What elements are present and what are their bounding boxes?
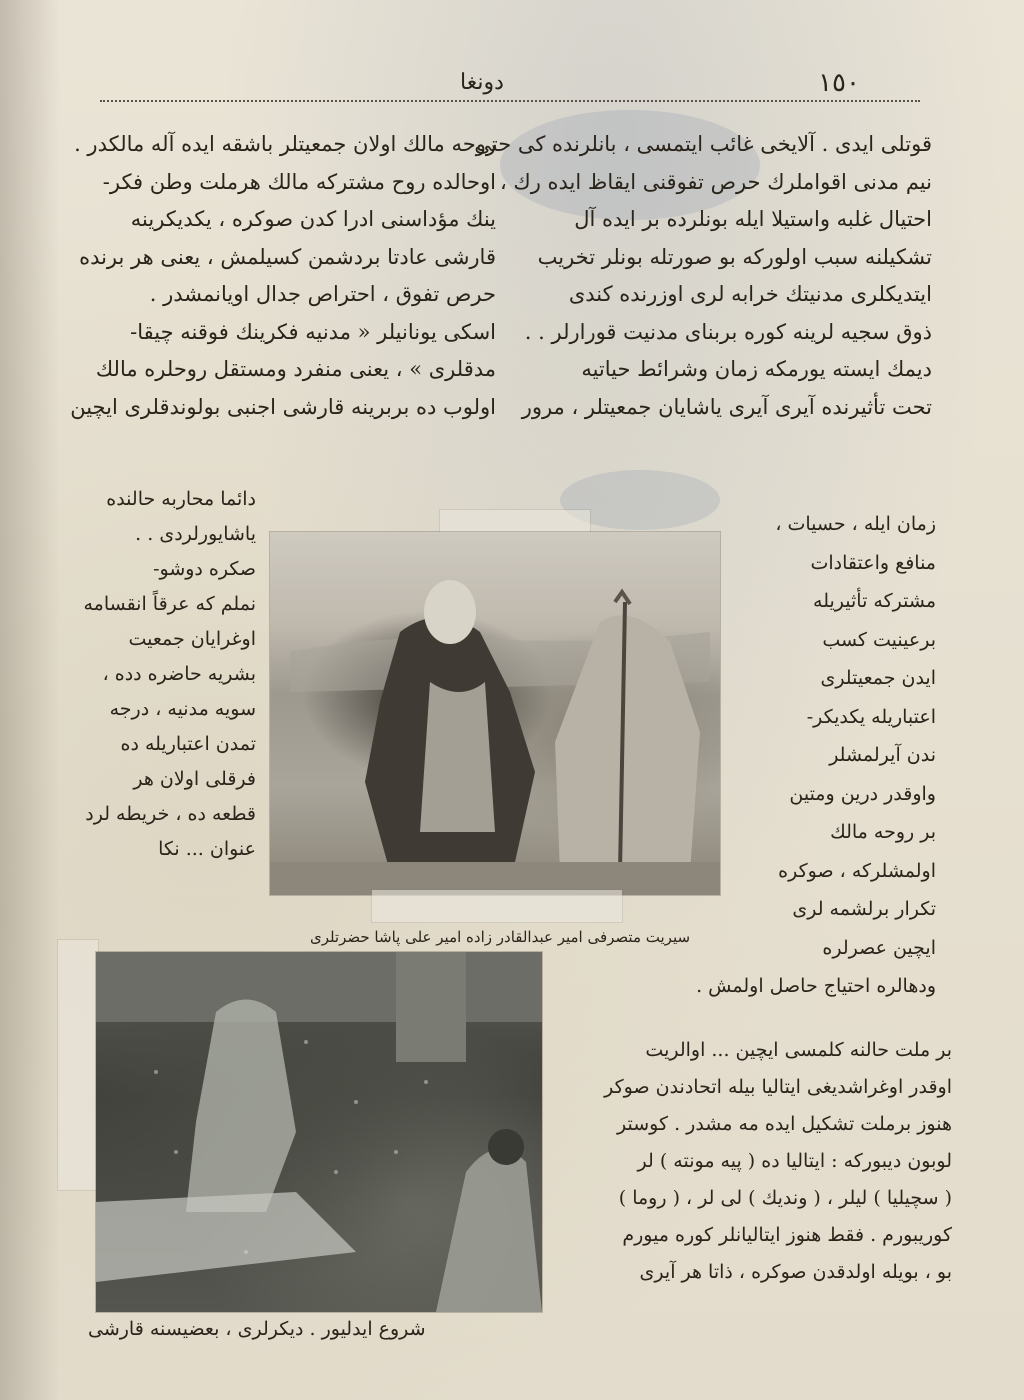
text-line: تمدن اعتباريله ده — [120, 733, 256, 755]
text-line: لوبون ديبوركه : ايتاليا ده ( پيه مونته ) لر — [637, 1150, 952, 1172]
text-line: اوحالده روح مشتركه مالك هرملت وطن فكر- — [102, 169, 496, 194]
text-line: ايتديكلرى مدنيتك خرابه لرى اوزرنده كندى — [568, 282, 932, 306]
text-line: نملم كه عرقاً انقسامه — [83, 593, 256, 615]
text-line: احتيال غلبه واستيلا ايله بونلرده بر ايده آل — [574, 207, 932, 231]
text-line: واوقدر درين ومتين — [789, 782, 936, 805]
photo-scene — [96, 952, 542, 1312]
text-line: اولوب ده بربرينه قارشى اجنبى بولوندقلرى ايچين — [70, 394, 496, 419]
text-line: قطعه ده ، خريطه لرد — [85, 803, 256, 825]
text-line: هنوز برملت تشكيل ايده مه مشدر . كوستر — [617, 1113, 952, 1135]
text-column-bottom — [562, 1032, 952, 1291]
text-column-left-top — [70, 126, 496, 426]
photo-figures — [270, 532, 720, 895]
text-line: ايدن جمعيتلرى — [820, 667, 936, 689]
text-line: قارشى عادتا بردشمن كسيلمش ، يعنى هر برنده — [79, 244, 496, 269]
text-line: ايچين عصرلره — [822, 936, 936, 959]
text-line: اسكى يونانيلر « مدنيه فكرينك فوقنه چيقا- — [130, 319, 496, 344]
text-column-right-top — [474, 126, 932, 426]
photo-caption: سيريت متصرفى امير عبدالقادر زاده امير على پاشا حضرتلرى — [309, 928, 691, 946]
photograph-two-men — [270, 532, 720, 895]
page-number: ١٥٠ — [818, 68, 860, 98]
text-line: اوقدر اوغراشديغى ايتاليا بيله اتحادندن صوكر — [604, 1076, 952, 1098]
text-line: بشريه حاضره دده ، — [102, 663, 256, 685]
binding-shadow — [0, 0, 60, 1400]
text-line: مدقلرى » ، يعنى منفرد ومستقل روحلره مالك — [95, 357, 496, 381]
tape-strip — [58, 940, 98, 1190]
text-line: نيم مدنى اقواملرك حرص تفوقنى ايقاظ ايده رك ، — [499, 169, 932, 194]
text-line: حرص تفوق ، احتراص جدال اويانمشدر . — [149, 282, 496, 306]
text-line: فرقلى اولان هر — [133, 768, 256, 790]
text-column-left-middle — [78, 482, 256, 867]
text-line: بر روحه مالك — [830, 821, 936, 843]
text-line: منافع واعتقادات — [810, 551, 936, 574]
header-rule — [100, 100, 920, 102]
text-line: تحت تأثيرنده آيرى آيرى ياشايان جمعيتلر ، مرور — [521, 394, 932, 419]
text-line: ينك مؤداسنى ادرا كدن صوكره ، يكديكرينه — [130, 207, 496, 231]
text-line: زمان ايله ، حسيات ، — [775, 513, 936, 535]
text-line: ( سچيليا ) ليلر ، ( ونديك ) لى لر ، ( روما ) — [618, 1187, 952, 1209]
text-line: عنوان ... نكا — [158, 838, 256, 860]
text-line: اولمشلركه ، صوكره — [778, 859, 936, 882]
text-line: روحه مالك اولان جمعيتلر باشقه ايده آله مالكدر . — [74, 132, 496, 156]
text-line: سويه مدنيه ، درجه — [109, 698, 256, 720]
text-line: تشكيلنه سبب اولوركه بو صورتله بونلر تخريب — [537, 244, 932, 269]
bottom-text-line: شروع ايدليور . ديكرلرى ، بعضيسنه قارشى — [88, 1318, 426, 1340]
text-line: اوغرايان جمعيت — [128, 628, 256, 650]
text-line: ندن آيرلمشلر — [829, 744, 936, 766]
text-line: ودهالره احتياج حاصل اولمش . — [696, 975, 936, 997]
text-line: ياشايورلردى . . — [135, 523, 256, 545]
text-line: برعينيت كسب — [822, 628, 936, 651]
text-line: اعتباريله يكديكر- — [806, 705, 936, 728]
page-header — [100, 68, 860, 102]
text-line: صكره دوشو- — [153, 558, 256, 580]
photograph-garden-figures — [96, 952, 542, 1312]
text-line: دائما محاربه حالنده — [106, 488, 256, 510]
text-line: ذوق سجيه لرينه كوره بربناى مدنيت قورارلر . . — [524, 319, 932, 344]
text-line: قوتلى ايدى . آلايخى غائب ايتمسى ، بانلرنده كى حتى — [474, 132, 932, 156]
text-line: تكرار برلشمه لرى — [792, 898, 936, 920]
text-line: بر ملت حالنه كلمسى ايچين ... اوالريت — [645, 1039, 952, 1061]
text-line: كوريبورم . فقط هنوز ايتاليانلر كوره ميورم — [622, 1224, 952, 1246]
running-title: دونغا — [460, 70, 504, 95]
tape-strip — [372, 890, 622, 922]
text-column-right-middle — [696, 505, 936, 1006]
text-line: بو ، بويله اولدقدن صوكره ، ذاتا هر آيرى — [639, 1261, 952, 1283]
text-line: مشتركه تأثيريله — [813, 590, 936, 612]
text-line: ديمك ايسته يورمكه زمان وشرائط حياتيه — [581, 357, 932, 381]
